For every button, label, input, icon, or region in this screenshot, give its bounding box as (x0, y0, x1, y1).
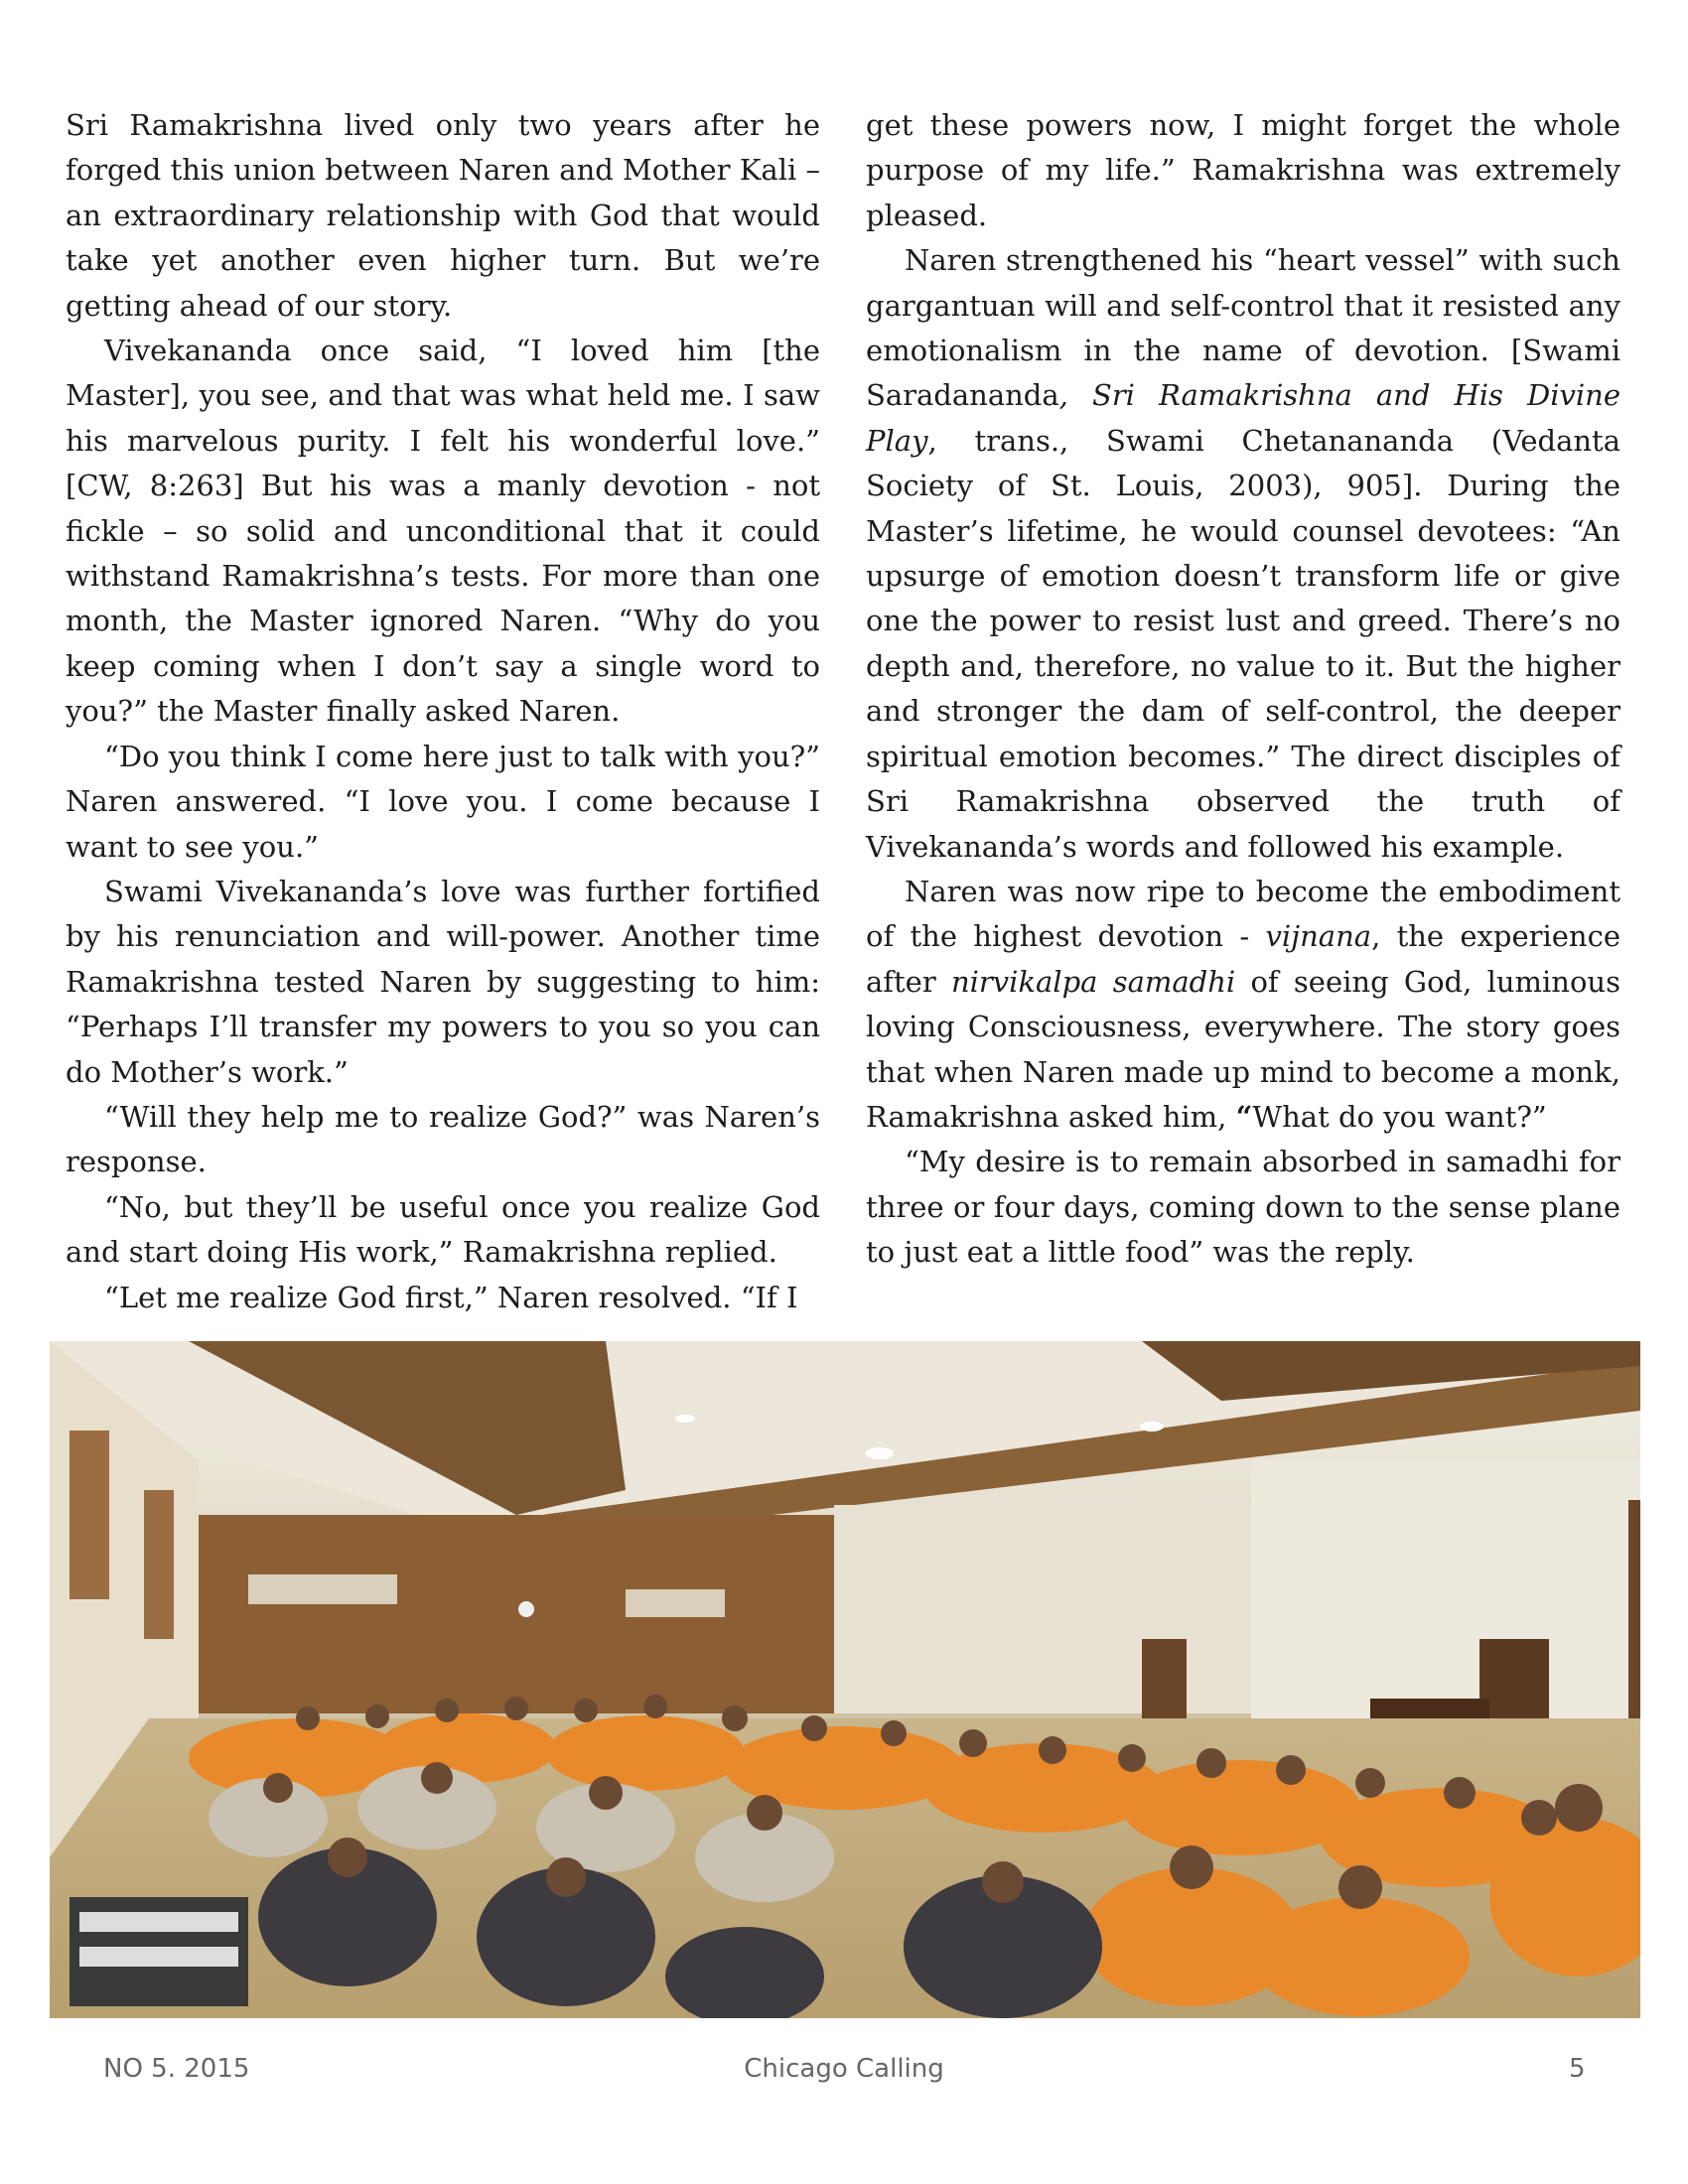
paragraph (866, 238, 1620, 870)
paragraph: Sri Ramakrishna lived only two years after he forged this union between Naren and Mother Kali – an extraordinary relationship with God that would take yet another even higher turn. But we’re getting ahead of our story. (66, 108, 820, 323)
text-run: What do you want?” (1252, 1099, 1547, 1134)
text-run: , trans., Swami Chetanananda (Vedanta Society of St. Louis, 2003), 905]. During the Master’s lifetime, he would counsel devotees: “An upsurge of emotion doesn’t transform life or give one the power to resist lust and greed. There’s no depth and, therefore, no value to it. But the higher and stronger the dam of self-control, the deeper spiritual emotion becomes.” The direct disciples of Sri Ramakrishna observed the truth of Vivekananda’s words and followed his example. (866, 423, 1620, 864)
book-title: , Sri Ramakrishna and His Divine Play (866, 378, 1620, 458)
paragraph: “Will they help me to realize God?” was Naren’s response. (66, 1099, 820, 1179)
paragraph: “Let me realize God first,” Naren resolved. “If I (104, 1280, 798, 1314)
bold-quote-mark: “ (1235, 1099, 1253, 1134)
footer-issue: NO 5. 2015 (103, 2054, 250, 2084)
paragraph: “Do you think I come here just to talk with you?” Naren answered. “I love you. I come because I want to see you.” (66, 739, 820, 864)
text-run: , the experience after (866, 919, 1620, 999)
paragraph (866, 870, 1620, 1140)
footer-publication-title: Chicago Calling (744, 2054, 944, 2084)
text-run: Naren was now ripe to become the embodiment of the highest devotion - (866, 874, 1620, 954)
italic-term: vijnana (1265, 919, 1372, 954)
text-run: of seeing God, luminous loving Consciousness, everywhere. The story goes that when Naren made up mind to become a monk, Ramakrishna asked him, (866, 964, 1620, 1134)
photo-illustration (50, 1341, 1640, 2018)
text-run: Naren strengthened his “heart vessel” with such gargantuan will and self-control that it resisted any emotionalism in the name of devotion. [Swami Saradananda (866, 243, 1620, 413)
italic-term: nirvikalpa samadhi (950, 964, 1236, 999)
paragraph: Vivekananda once said, “I loved him [the Master], you see, and that was what held me. I saw his marvelous purity. I felt his wonderful love.” [CW, 8:263] But his was a manly devotion - not fickle – so solid and unconditional that it could withstand Ramakrishna’s tests. For more than one month, the Master ignored Naren. “Why do you keep coming when I don’t say a single word to you?” the Master finally asked Naren. (66, 334, 820, 729)
paragraph: Swami Vivekananda’s love was further fortified by his renunciation and will-power. Another time Ramakrishna tested Naren by suggesting to him: “Perhaps I’ll transfer my powers to you so you can do Mother’s work.” (66, 874, 820, 1089)
paragraph: get these powers now, I might forget the whole purpose of my life.” Ramakrishna was extremely pleased. (866, 108, 1620, 232)
right-column (866, 103, 1620, 1276)
paragraph: “My desire is to remain absorbed in samadhi for three or four days, coming down to the sense plane to just eat a little food” was the reply. (866, 1145, 1620, 1270)
gathering-photo (50, 1341, 1640, 2018)
paragraph: “No, but they’ll be useful once you realize God and start doing His work,” Ramakrishna replied. (66, 1189, 820, 1270)
footer-page-number: 5 (1569, 2054, 1586, 2084)
left-column (66, 103, 820, 1320)
